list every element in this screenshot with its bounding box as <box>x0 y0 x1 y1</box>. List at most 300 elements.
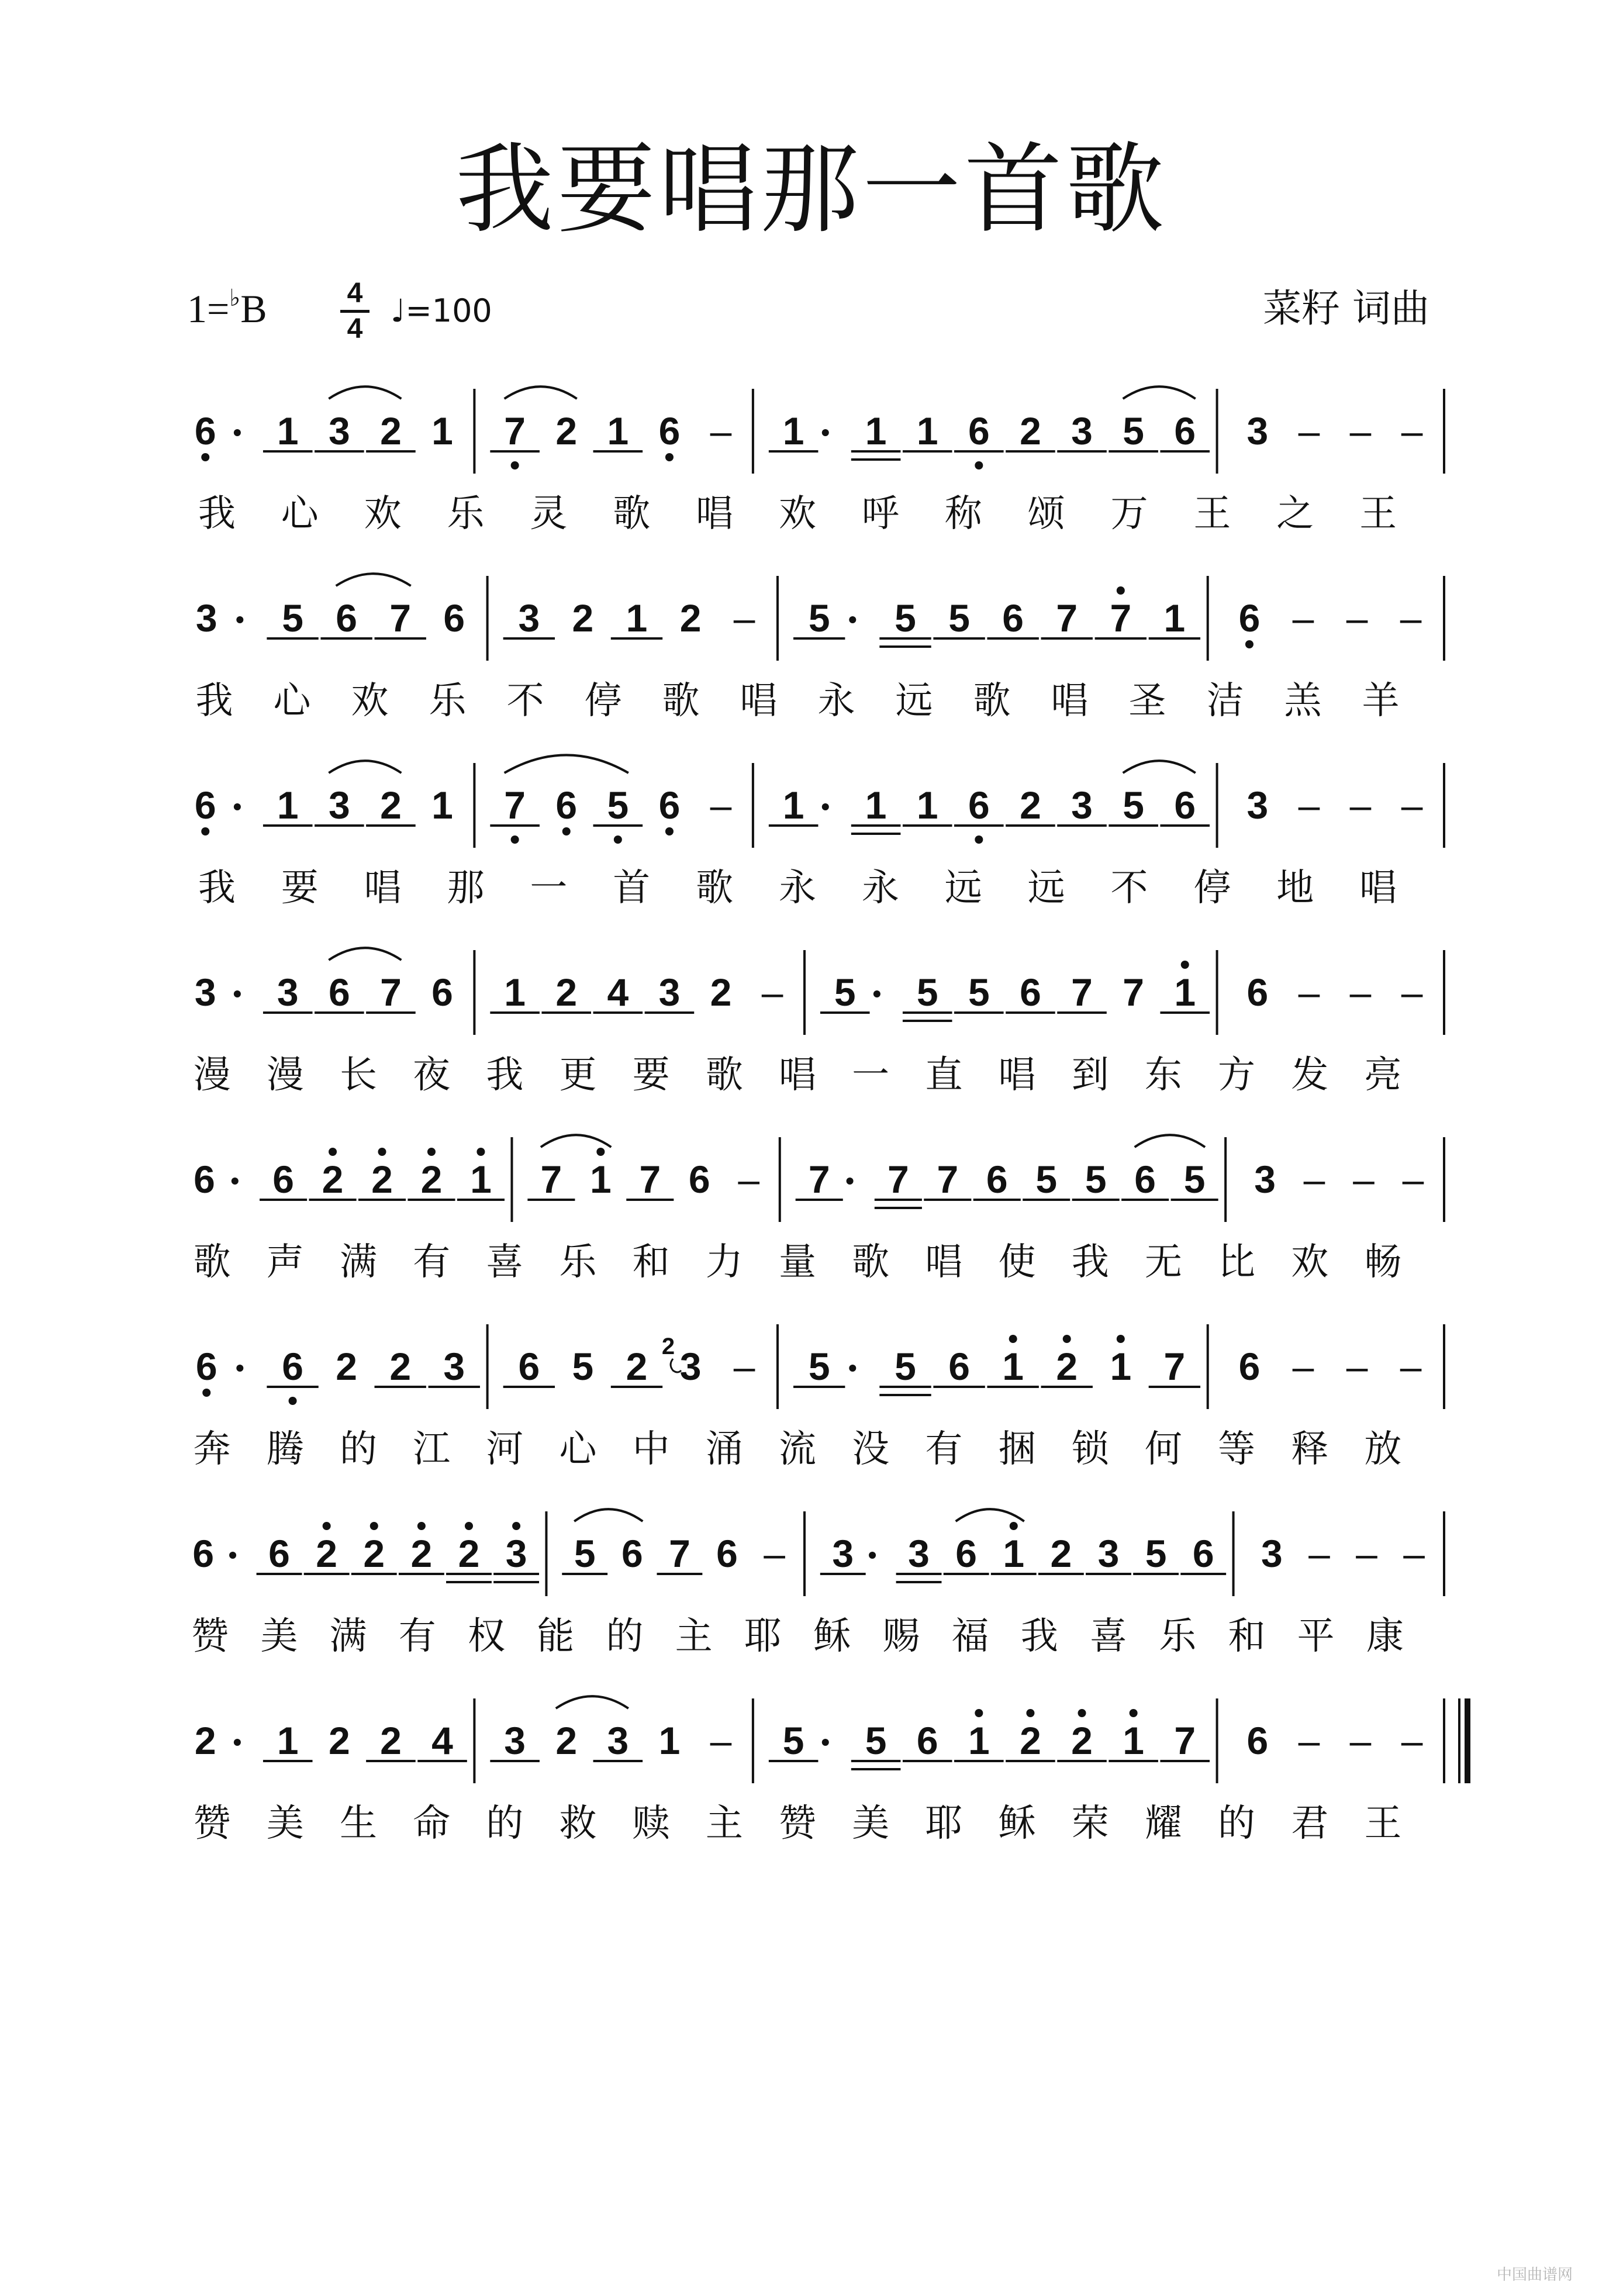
song-title: 我要唱那一首歌 <box>455 132 1168 247</box>
lyric: 的 <box>486 1802 524 1845</box>
note: 2 <box>336 1345 357 1388</box>
lyric: 能 <box>537 1615 575 1658</box>
note: 6 <box>192 1532 215 1575</box>
note: 2 <box>380 409 402 453</box>
note: 1 <box>865 409 887 453</box>
note: 6 <box>518 1345 540 1388</box>
lyric: 永 <box>817 679 855 723</box>
lyric: 我 <box>1071 1241 1109 1284</box>
note: 3 <box>328 783 350 827</box>
note: 1 <box>589 1158 612 1201</box>
tempo-marking: ♩=100 <box>391 292 492 329</box>
note: 1 <box>470 1158 492 1201</box>
lyric: 权 <box>468 1615 505 1658</box>
note: 3 <box>505 1532 527 1575</box>
note: 5 <box>968 971 990 1014</box>
high-octave-dot <box>1063 1335 1071 1343</box>
note: 7 <box>540 1158 562 1201</box>
lyric: 东 <box>1144 1054 1182 1097</box>
low-octave-dot <box>562 827 571 835</box>
lyric: 发 <box>1291 1054 1329 1097</box>
lyric: 喜 <box>486 1241 524 1284</box>
note: 5 <box>895 1345 916 1388</box>
note: 6 <box>1246 1719 1269 1762</box>
note: 2 <box>710 971 732 1014</box>
slur <box>574 1509 643 1521</box>
lyric: 心 <box>273 679 311 723</box>
lyric: 平 <box>1297 1615 1335 1658</box>
lyric: 耶 <box>925 1802 963 1845</box>
note: 2 <box>420 1158 443 1201</box>
lyric: 心 <box>559 1428 597 1471</box>
high-octave-dot <box>427 1148 436 1156</box>
note: 2 <box>410 1532 433 1575</box>
lyric: 河 <box>486 1428 524 1471</box>
note: 6 <box>1246 971 1269 1014</box>
dash: – <box>1403 1532 1425 1575</box>
lyric: 美 <box>852 1802 890 1845</box>
note: 7 <box>1110 596 1132 640</box>
augmentation-dot <box>236 1365 243 1372</box>
lyric: 耀 <box>1144 1802 1182 1845</box>
lyric: 没 <box>852 1428 890 1471</box>
note: 6 <box>194 783 216 827</box>
note: 2 <box>322 1158 344 1201</box>
note: 3 <box>443 1345 465 1388</box>
note: 3 <box>908 1532 930 1575</box>
note: 2 <box>389 1345 412 1388</box>
high-octave-dot <box>329 1148 337 1156</box>
lyric: 满 <box>339 1241 377 1284</box>
low-octave-dot <box>289 1397 297 1405</box>
lyric: 欢 <box>351 679 389 723</box>
note: 6 <box>948 1345 970 1388</box>
lyric: 荣 <box>1071 1802 1109 1845</box>
lyric: 美 <box>266 1802 304 1845</box>
note: 3 <box>518 596 540 640</box>
slur <box>329 386 401 399</box>
lyric: 有 <box>925 1428 963 1471</box>
lyric: 奔 <box>193 1428 231 1471</box>
note: 5 <box>607 783 629 827</box>
lyric: 捆 <box>998 1428 1036 1471</box>
lyric: 等 <box>1218 1428 1256 1471</box>
augmentation-dot <box>847 1178 854 1185</box>
lyric: 的 <box>339 1428 377 1471</box>
lyric: 稣 <box>998 1802 1036 1845</box>
lyric: 乐 <box>429 679 467 723</box>
lyric: 更 <box>559 1054 597 1097</box>
dash: – <box>710 409 732 453</box>
dash: – <box>1298 971 1320 1014</box>
note: 2 <box>194 1719 216 1762</box>
lyric: 万 <box>1110 492 1148 536</box>
note: 2 <box>458 1532 480 1575</box>
note: 5 <box>574 1532 596 1575</box>
lyric: 羊 <box>1362 679 1400 723</box>
note: 1 <box>865 783 887 827</box>
note: 5 <box>1123 783 1144 827</box>
dash: – <box>1401 409 1423 453</box>
slur <box>336 574 411 586</box>
lyric: 我 <box>486 1054 524 1097</box>
note: 3 <box>832 1532 854 1575</box>
note: 2 <box>555 1719 578 1762</box>
note: 5 <box>1183 1158 1206 1201</box>
watermark-logo: 中国曲谱网 <box>1497 2266 1573 2284</box>
note: 3 <box>1071 409 1093 453</box>
lyric: 那 <box>447 866 485 910</box>
high-octave-dot <box>370 1522 378 1530</box>
note: 1 <box>1163 596 1186 640</box>
lyric: 夜 <box>413 1054 451 1097</box>
lyric: 命 <box>413 1802 451 1845</box>
lyric: 稣 <box>813 1615 851 1658</box>
lyric: 我 <box>198 866 236 910</box>
lyric: 赞 <box>193 1802 231 1845</box>
high-octave-dot <box>1026 1709 1034 1717</box>
dash: – <box>1298 1719 1320 1762</box>
note: 3 <box>1261 1532 1283 1575</box>
high-octave-dot <box>465 1522 473 1530</box>
note: 1 <box>277 409 299 453</box>
lyric: 不 <box>1110 866 1148 910</box>
lyric: 长 <box>339 1054 377 1097</box>
high-octave-dot <box>1010 1522 1018 1530</box>
lyric: 羔 <box>1284 679 1322 723</box>
lyric: 漫 <box>266 1054 304 1097</box>
note: 3 <box>1071 783 1093 827</box>
note: 2 <box>1071 1719 1093 1762</box>
lyric: 歌 <box>705 1054 743 1097</box>
lyric: 乐 <box>447 492 485 536</box>
lyric: 声 <box>266 1241 304 1284</box>
lyric: 唱 <box>998 1054 1036 1097</box>
lyric: 量 <box>779 1241 816 1284</box>
note: 5 <box>916 971 938 1014</box>
note: 5 <box>1035 1158 1058 1201</box>
note: 6 <box>194 409 216 453</box>
lyric: 乐 <box>559 1241 597 1284</box>
high-octave-dot <box>1117 586 1125 595</box>
note: 1 <box>916 409 938 453</box>
slur <box>556 1696 629 1708</box>
low-octave-dot <box>202 1389 210 1397</box>
high-octave-dot <box>1117 1335 1125 1343</box>
augmentation-dot <box>229 1552 236 1559</box>
lyric: 首 <box>613 866 651 910</box>
note: 1 <box>626 596 648 640</box>
flat-sign: ♭ <box>229 285 241 311</box>
lyric: 释 <box>1291 1428 1329 1471</box>
dash: – <box>710 783 732 827</box>
note: 1 <box>277 1719 299 1762</box>
note: 6 <box>1002 596 1024 640</box>
note: 6 <box>1174 783 1196 827</box>
lyric: 唱 <box>696 492 734 536</box>
lyric: 方 <box>1218 1054 1256 1097</box>
note: 1 <box>916 783 938 827</box>
lyric: 歌 <box>696 866 734 910</box>
slur <box>505 386 577 399</box>
slur <box>1135 1135 1205 1147</box>
note: 6 <box>443 596 465 640</box>
note: 5 <box>895 596 916 640</box>
note: 6 <box>716 1532 738 1575</box>
lyric: 无 <box>1144 1241 1182 1284</box>
time-signature-bottom: 4 <box>347 313 363 344</box>
augmentation-dot <box>234 803 241 810</box>
note: 6 <box>955 1532 978 1575</box>
lyric: 远 <box>895 679 933 723</box>
note: 3 <box>328 409 350 453</box>
note: 6 <box>968 409 990 453</box>
note: 7 <box>389 596 412 640</box>
dash: – <box>1349 1719 1372 1762</box>
lyric: 我 <box>1020 1615 1058 1658</box>
lyric: 歌 <box>973 679 1011 723</box>
note: 6 <box>268 1532 290 1575</box>
lyric: 直 <box>925 1054 963 1097</box>
dash: – <box>1303 1158 1325 1201</box>
note: 2 <box>371 1158 393 1201</box>
note: 6 <box>555 783 578 827</box>
dash: – <box>1401 1719 1423 1762</box>
note: 3 <box>195 596 217 640</box>
lyric: 何 <box>1144 1428 1182 1471</box>
note: 7 <box>1071 971 1093 1014</box>
note: 6 <box>195 1345 217 1388</box>
note: 2 <box>380 1719 402 1762</box>
note: 6 <box>1174 409 1196 453</box>
lyric: 放 <box>1364 1428 1402 1471</box>
note: 6 <box>1238 596 1261 640</box>
augmentation-dot <box>232 1178 239 1185</box>
time-signature-top: 4 <box>347 278 363 309</box>
note: 3 <box>607 1719 629 1762</box>
note: 2 <box>679 596 702 640</box>
high-octave-dot <box>1181 961 1189 969</box>
low-octave-dot <box>201 827 209 835</box>
augmentation-dot <box>822 1739 829 1746</box>
note: 1 <box>607 409 629 453</box>
note: 6 <box>272 1158 294 1201</box>
lyric: 永 <box>861 866 899 910</box>
note: 2 <box>572 596 594 640</box>
note: 6 <box>194 1158 215 1201</box>
high-octave-dot <box>596 1148 605 1156</box>
high-octave-dot <box>1078 1709 1086 1717</box>
low-octave-dot <box>665 827 674 835</box>
note: 2 <box>626 1345 648 1388</box>
note: 4 <box>431 1719 453 1762</box>
lyric: 救 <box>559 1802 597 1845</box>
lyric: 江 <box>413 1428 451 1471</box>
lyric: 呼 <box>861 492 899 536</box>
note: 5 <box>1085 1158 1107 1201</box>
lyric: 称 <box>944 492 982 536</box>
note: 7 <box>380 971 402 1014</box>
augmentation-dot <box>822 803 829 810</box>
dash: – <box>733 1345 755 1388</box>
note: 5 <box>865 1719 887 1762</box>
lyric: 赞 <box>779 1802 816 1845</box>
key-prefix: 1= <box>187 286 230 331</box>
note: 2 <box>380 783 402 827</box>
note: 6 <box>688 1158 710 1201</box>
note: 2 <box>555 971 578 1014</box>
dash: – <box>1400 596 1422 640</box>
low-octave-dot <box>201 453 209 461</box>
note: 2 <box>1020 1719 1041 1762</box>
note: 5 <box>808 1345 830 1388</box>
author-credit: 菜籽 词曲 <box>1263 286 1429 331</box>
note: 5 <box>572 1345 594 1388</box>
dash: – <box>738 1158 760 1201</box>
augmentation-dot <box>234 1739 241 1746</box>
note: 7 <box>887 1158 909 1201</box>
lyric: 中 <box>632 1428 670 1471</box>
dash: – <box>1353 1158 1375 1201</box>
lyric: 之 <box>1276 492 1314 536</box>
lyric: 永 <box>779 866 816 910</box>
dash: – <box>1349 409 1372 453</box>
lyric: 君 <box>1291 1802 1329 1845</box>
augmentation-dot <box>822 429 829 436</box>
low-octave-dot <box>1245 640 1253 648</box>
note: 3 <box>194 971 216 1014</box>
lyric: 赞 <box>191 1615 229 1658</box>
note: 2 <box>1020 783 1041 827</box>
note: 7 <box>1123 971 1144 1014</box>
lyric: 欢 <box>779 492 816 536</box>
note: 7 <box>1056 596 1078 640</box>
lyric: 不 <box>506 679 544 723</box>
lyric: 我 <box>198 492 236 536</box>
note: 2 <box>1020 409 1041 453</box>
note: 2 <box>328 1719 350 1762</box>
note: 6 <box>968 783 990 827</box>
lyric: 腾 <box>266 1428 304 1471</box>
note: 1 <box>782 409 804 453</box>
lyric: 流 <box>779 1428 816 1471</box>
dash: – <box>1402 1158 1424 1201</box>
note: 6 <box>1134 1158 1156 1201</box>
note: 3 <box>679 1345 702 1388</box>
lyric: 歌 <box>613 492 651 536</box>
augmentation-dot <box>849 616 856 623</box>
note: 7 <box>504 783 526 827</box>
dash: – <box>1400 1345 1422 1388</box>
dash: – <box>1349 783 1372 827</box>
dash: – <box>733 596 755 640</box>
lyric: 的 <box>606 1615 644 1658</box>
lyric: 漫 <box>193 1054 231 1097</box>
lyric: 停 <box>1193 866 1231 910</box>
note: 6 <box>658 783 681 827</box>
low-octave-dot <box>511 835 519 844</box>
dash: – <box>1346 1345 1368 1388</box>
lyric: 比 <box>1218 1241 1256 1284</box>
note: 5 <box>782 1719 804 1762</box>
note: 5 <box>1123 409 1144 453</box>
high-octave-dot <box>323 1522 331 1530</box>
note: 1 <box>1002 1345 1024 1388</box>
note: 5 <box>808 596 830 640</box>
lyric: 远 <box>944 866 982 910</box>
note: 6 <box>328 971 350 1014</box>
lyric: 使 <box>998 1241 1036 1284</box>
note: 5 <box>834 971 856 1014</box>
note: 5 <box>948 596 970 640</box>
slur <box>329 948 401 960</box>
lyric: 涌 <box>705 1428 743 1471</box>
lyric: 洁 <box>1206 679 1244 723</box>
lyric: 乐 <box>1159 1615 1197 1658</box>
note: 1 <box>431 409 453 453</box>
note: 6 <box>1192 1532 1214 1575</box>
lyric: 满 <box>329 1615 367 1658</box>
lyric: 一 <box>852 1054 890 1097</box>
note: 3 <box>1246 409 1269 453</box>
lyric: 锁 <box>1071 1428 1109 1471</box>
note: 2 <box>1050 1532 1072 1575</box>
note: 1 <box>968 1719 990 1762</box>
augmentation-dot <box>873 990 880 997</box>
lyric: 心 <box>281 492 319 536</box>
lyric: 有 <box>413 1241 451 1284</box>
low-octave-dot <box>665 453 674 461</box>
low-octave-dot <box>975 461 983 469</box>
note: 4 <box>607 971 629 1014</box>
note: 1 <box>431 783 453 827</box>
lyric: 欢 <box>1291 1241 1329 1284</box>
lyric: 歌 <box>852 1241 890 1284</box>
lyric: 圣 <box>1128 679 1166 723</box>
augmentation-dot <box>869 1552 876 1559</box>
lyric: 畅 <box>1364 1241 1402 1284</box>
slur <box>1123 386 1196 399</box>
lyric: 有 <box>398 1615 436 1658</box>
note: 7 <box>669 1532 690 1575</box>
note: 6 <box>431 971 453 1014</box>
lyric: 要 <box>281 866 319 910</box>
lyric: 唱 <box>925 1241 963 1284</box>
high-octave-dot <box>378 1148 386 1156</box>
lyric: 我 <box>195 679 233 723</box>
note: 2 <box>363 1532 385 1575</box>
note: 1 <box>277 783 299 827</box>
lyric: 王 <box>1359 492 1397 536</box>
note: 2 <box>316 1532 338 1575</box>
note: 3 <box>277 971 299 1014</box>
note: 3 <box>1254 1158 1276 1201</box>
lyric: 灵 <box>530 492 568 536</box>
augmentation-dot <box>234 429 241 436</box>
slur <box>505 755 629 773</box>
low-octave-dot <box>975 835 983 844</box>
lyric: 颂 <box>1027 492 1065 536</box>
lyric: 生 <box>339 1802 377 1845</box>
dash: – <box>1308 1532 1330 1575</box>
note: 6 <box>336 596 357 640</box>
note: 1 <box>1174 971 1196 1014</box>
note: 7 <box>937 1158 959 1201</box>
augmentation-dot <box>236 616 243 623</box>
lyric: 耶 <box>744 1615 782 1658</box>
note: 6 <box>1238 1345 1261 1388</box>
high-octave-dot <box>512 1522 520 1530</box>
